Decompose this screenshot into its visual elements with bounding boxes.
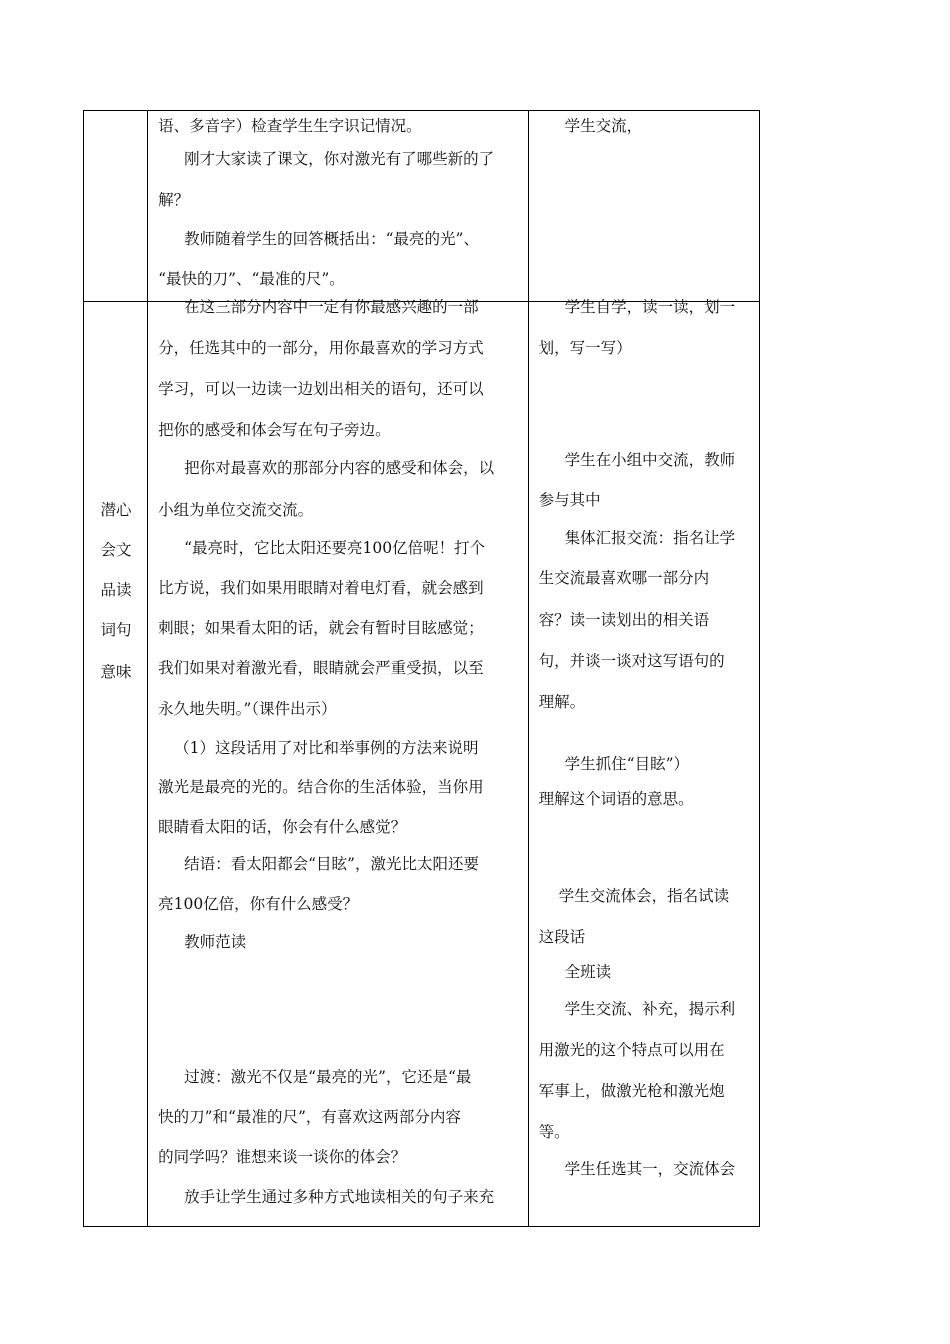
student-line: 容？读一读划出的相关语 [538, 611, 710, 629]
teacher-line: 放手让学生通过多种方式地读相关的句子来充 [184, 1188, 495, 1206]
teacher-line: 结语：看太阳都会“目眩”，激光比太阳还要 [184, 855, 479, 873]
teacher-line: 过渡：激光不仅是“最亮的光”，它还是“最 [184, 1068, 472, 1086]
table-row [84, 111, 760, 302]
student-line: 理解这个词语的意思。 [538, 790, 694, 808]
teacher-activity-cell [148, 111, 529, 302]
lesson-plan-table [83, 110, 760, 1227]
teacher-line: 学习，可以一边读一边划出相关的语句，还可以 [158, 380, 484, 398]
teacher-line: （1）这段话用了对比和举事例的方法来说明 [174, 739, 479, 757]
stage-cell [84, 111, 148, 302]
teacher-line: 语、多音字）检查学生生字识记情况。 [158, 117, 422, 135]
student-line: 集体汇报交流：指名让学 [564, 529, 736, 547]
teacher-line: “最亮时，它比太阳还要亮100亿倍呢！打个 [184, 539, 486, 557]
stage-label-line: 会文 [100, 541, 132, 559]
stage-label-line: 潜心 [100, 501, 132, 519]
teacher-line: 在这三部分内容中一定有你最感兴趣的一部 [184, 298, 479, 316]
student-line: 参与其中 [538, 491, 601, 509]
teacher-line: 亮100亿倍，你有什么感受？ [158, 895, 359, 913]
teacher-line: 把你对最喜欢的那部分内容的感受和体会，以 [184, 459, 495, 477]
teacher-line: “最快的刀”、“最准的尺”。 [158, 270, 345, 288]
teacher-line: 刚才大家读了课文，你对激光有了哪些新的了 [184, 150, 495, 168]
teacher-line: 把你的感受和体会写在句子旁边。 [158, 421, 391, 439]
stage-label-line: 意味 [100, 663, 132, 681]
student-line: 等。 [538, 1123, 570, 1141]
student-line: 学生交流体会，指名试读 [558, 887, 730, 905]
student-line: 用激光的这个特点可以用在 [538, 1041, 725, 1059]
student-line: 学生抓住“目眩”） [564, 755, 690, 773]
teacher-line: 解？ [158, 191, 190, 209]
teacher-line: 教师范读 [184, 933, 247, 951]
teacher-line: 眼睛看太阳的话，你会有什么感觉？ [158, 818, 407, 836]
teacher-line: 教师随着学生的回答概括出：“最亮的光”、 [184, 230, 479, 248]
student-line: 划，写一写） [538, 339, 632, 357]
teacher-line: 激光是最亮的光的。结合你的生活体验，当你用 [158, 778, 484, 796]
stage-cell [84, 302, 148, 1227]
teacher-line: 比方说，我们如果用眼睛对着电灯看，就会感到 [158, 579, 484, 597]
teacher-line: 刺眼；如果看太阳的话，就会有暂时目眩感觉； [158, 619, 484, 637]
student-line: 全班读 [564, 963, 612, 981]
teacher-line: 快的刀”和“最准的尺”，有喜欢这两部分内容 [158, 1108, 461, 1126]
student-activity-cell [528, 111, 759, 302]
student-activity-cell [528, 298, 759, 1227]
teacher-line: 分，任选其中的一部分，用你最喜欢的学习方式 [158, 339, 484, 357]
student-line: 生交流最喜欢哪一部分内 [538, 569, 710, 587]
student-line: 学生交流、补充，揭示利 [564, 1000, 736, 1018]
teacher-line: 的同学吗？谁想来谈一谈你的体会？ [158, 1148, 407, 1166]
teacher-line: 我们如果对着激光看，眼睛就会严重受损，以至 [158, 659, 484, 677]
teacher-line: 小组为单位交流交流。 [158, 501, 314, 519]
teacher-line: 永久地失明。”（课件出示） [158, 700, 337, 718]
student-line: 学生任选其一，交流体会 [564, 1160, 736, 1178]
teacher-activity-cell [148, 298, 529, 1227]
student-line: 学生在小组中交流，教师 [564, 451, 736, 469]
stage-label-line: 品读 [100, 581, 132, 599]
student-line: 句，并谈一谈对这写语句的 [538, 652, 725, 670]
student-line: 学生自学，读一读，划一 [564, 298, 736, 316]
stage-label-line: 词句 [100, 621, 132, 639]
student-line: 军事上，做激光枪和激光炮 [538, 1082, 725, 1100]
student-line: 学生交流， [564, 117, 643, 135]
student-line: 这段话 [538, 928, 586, 946]
table-row [84, 302, 760, 1227]
student-line: 理解。 [538, 693, 586, 711]
